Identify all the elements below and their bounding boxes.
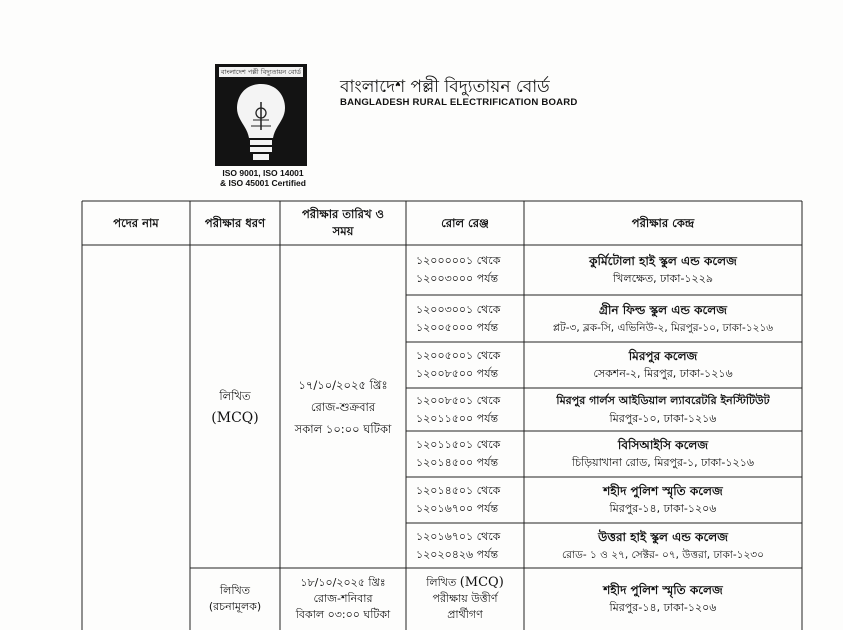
exam-center-cell xyxy=(524,388,802,431)
center-address: রোড- ১ ও ২৭, সেক্টর- ০৭, উত্তরা, ঢাকা-১২৩০ xyxy=(562,548,764,561)
roll-range-cell xyxy=(414,342,526,388)
roll-from: ১২০০৩০০১ থেকে xyxy=(416,302,501,316)
descriptive-roll-mcq: (MCQ) xyxy=(459,575,504,590)
exam-type-mcq-line-2: (MCQ) xyxy=(211,409,259,426)
roll-from: ১২০১৬৭০১ থেকে xyxy=(416,529,501,543)
descriptive-roll-line-1 xyxy=(426,575,504,591)
roll-from: ১২০০০০০১ থেকে xyxy=(416,254,501,267)
center-name: কুর্মিটোলা হাই স্কুল এন্ড কলেজ xyxy=(589,254,737,268)
roll-range-cell xyxy=(414,388,526,431)
roll-to: ১২০১১৫০০ পর্যন্ত xyxy=(416,411,499,425)
header-roll-range: রোল রেঞ্জ xyxy=(441,215,489,230)
roll-to: ১২০২০৪২৬ পর্যন্ত xyxy=(416,547,499,561)
header-date-time-line-1: পরীক্ষার তারিখ ও xyxy=(301,207,384,221)
center-address: মিরপুর-১০, ঢাকা-১২১৬ xyxy=(609,411,717,425)
roll-to: ১২০০৩০০০ পর্যন্ত xyxy=(416,272,499,285)
roll-to: ১২০১৬৭০০ পর্যন্ত xyxy=(416,502,499,515)
descriptive-roll-prefix: লিখিত xyxy=(426,576,460,589)
roll-from: ১২০০৮৫০১ থেকে xyxy=(416,393,501,407)
header-exam-center: পরীক্ষার কেন্দ্র xyxy=(631,215,695,230)
center-name: শহীদ পুলিশ স্মৃতি কলেজ xyxy=(603,583,723,597)
roll-to: ১২০১৪৫০০ পর্যন্ত xyxy=(416,456,499,469)
logo-banner-text: বাংলাদেশ পল্লী বিদ্যুতায়ন বোর্ড xyxy=(220,68,302,76)
center-name: বিসিআইসি কলেজ xyxy=(617,438,709,452)
center-name: গ্রীন ফিল্ড স্কুল এন্ড কলেজ xyxy=(598,302,727,317)
roll-from: ১২০০৫০০১ থেকে xyxy=(416,349,501,362)
center-address: খিলক্ষেত, ঢাকা-১২২৯ xyxy=(613,272,713,285)
center-name: মিরপুর গার্লস আইডিয়াল ল্যাবরেটরি ইনস্টিটিউট xyxy=(556,393,770,407)
center-address: প্লট-৩, ব্লক-সি, এভিনিউ-২, মিরপুর-১০, ঢাকা-১২১৬ xyxy=(552,321,774,334)
center-address: সেকশন-২, মিরপুর, ঢাকা-১২১৬ xyxy=(593,367,733,380)
mcq-date: ১৭/১০/২০২৫ খ্রিঃ xyxy=(298,377,388,392)
descriptive-day: রোজ-শনিবার xyxy=(313,592,373,605)
header-date-time-line-2: সময় xyxy=(332,224,354,238)
mcq-day: রোজ-শুক্রবার xyxy=(310,399,376,414)
descriptive-type-line-2: (রচনামূলক) xyxy=(208,600,262,613)
roll-range-cell xyxy=(414,431,526,477)
exam-center-cell xyxy=(524,295,802,342)
exam-type-mcq xyxy=(190,245,280,568)
roll-range-descriptive xyxy=(406,568,524,630)
roll-range-cell xyxy=(414,477,526,523)
exam-center-cell xyxy=(524,523,802,568)
roll-from: ১২০১১৫০১ থেকে xyxy=(416,438,501,451)
descriptive-time: বিকাল ০৩:০০ ঘটিকা xyxy=(295,608,391,621)
exam-center-cell xyxy=(524,431,802,477)
descriptive-date: ১৮/১০/২০২৫ খ্রিঃ xyxy=(300,576,386,589)
exam-center-cell xyxy=(524,342,802,388)
header-post: পদের নাম xyxy=(113,215,159,230)
center-address: চিড়িয়াখানা রোড, মিরপুর-১, ঢাকা-১২১৬ xyxy=(572,456,754,469)
cert-line-1: ISO 9001, ISO 14001 xyxy=(222,168,304,178)
center-address: মিরপুর-১৪, ঢাকা-১২০৬ xyxy=(609,601,717,614)
cert-line-2: & ISO 45001 Certified xyxy=(220,178,306,188)
exam-center-cell xyxy=(524,245,802,295)
exam-type-mcq-line-1: লিখিত xyxy=(219,388,251,403)
center-name: শহীদ পুলিশ স্মৃতি কলেজ xyxy=(603,484,723,498)
exam-datetime-descriptive xyxy=(280,568,406,630)
roll-from: ১২০১৪৫০১ থেকে xyxy=(416,484,501,497)
center-name: মিরপুর কলেজ xyxy=(628,349,698,363)
roll-range-cell xyxy=(414,245,526,295)
descriptive-type-line-1: লিখিত xyxy=(220,584,250,597)
org-name-bangla: বাংলাদেশ পল্লী বিদ্যুতায়ন বোর্ড xyxy=(340,77,550,97)
exam-center-cell xyxy=(524,477,802,523)
roll-range-cell xyxy=(414,523,526,568)
center-address: মিরপুর-১৪, ঢাকা-১২০৬ xyxy=(609,502,717,515)
roll-to: ১২০০৫০০০ পর্যন্ত xyxy=(416,320,499,334)
mcq-time: সকাল ১০:০০ ঘটিকা xyxy=(294,421,392,436)
descriptive-roll-line-3: প্রার্থীগণ xyxy=(447,608,483,621)
center-name: উত্তরা হাই স্কুল এন্ড কলেজ xyxy=(598,529,728,544)
roll-to: ১২০০৮৫০০ পর্যন্ত xyxy=(416,367,499,380)
exam-type-descriptive xyxy=(190,568,280,630)
descriptive-roll-line-2: পরীক্ষায় উত্তীর্ণ xyxy=(432,592,498,605)
exam-datetime-mcq xyxy=(280,245,406,568)
roll-range-cell xyxy=(414,295,526,342)
header-exam-type: পরীক্ষার ধরণ xyxy=(204,215,266,230)
header-date-time xyxy=(280,201,406,245)
exam-center-descriptive xyxy=(524,568,802,630)
org-name-english: BANGLADESH RURAL ELECTRIFICATION BOARD xyxy=(340,97,578,108)
